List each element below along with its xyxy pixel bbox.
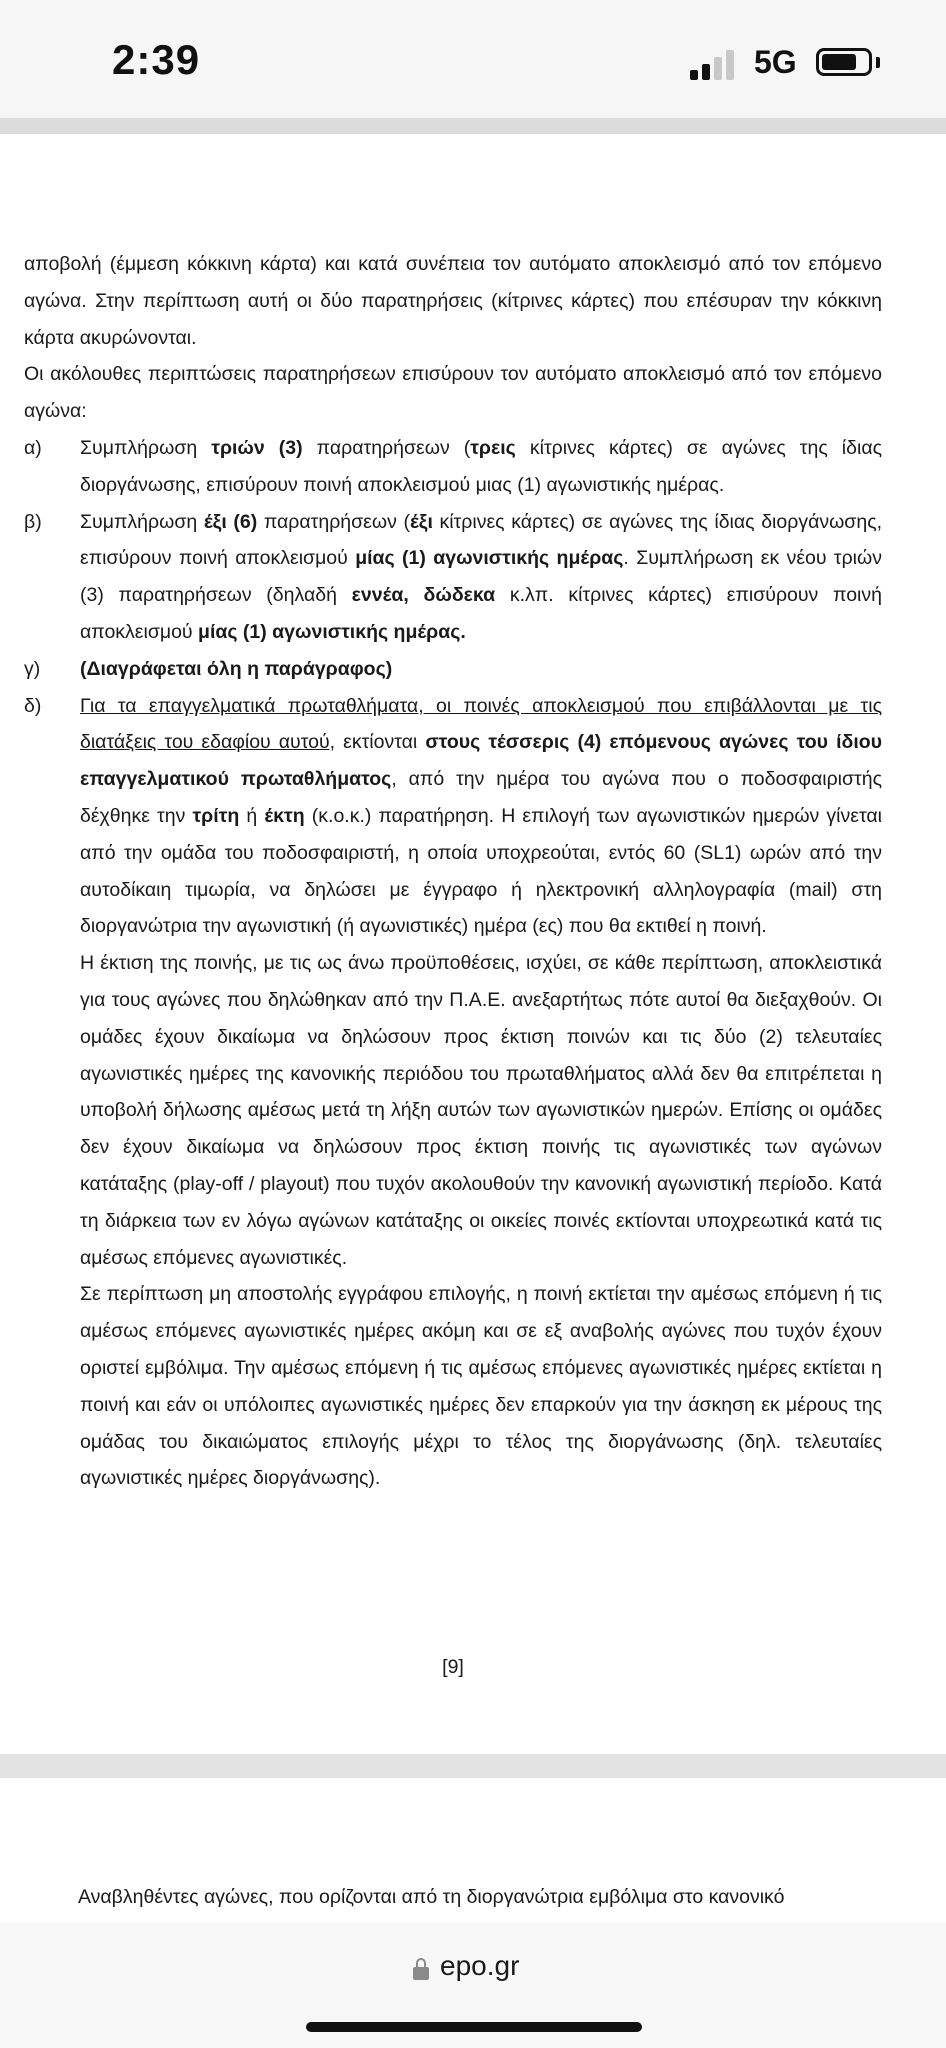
- paragraph: Αναβληθέντες αγώνες, που ορίζονται από τη διοργανώτρια εμβόλιμα στο κανονικό: [78, 1886, 785, 1908]
- home-indicator[interactable]: [306, 2022, 642, 2032]
- battery-tip: [876, 57, 880, 68]
- document-body: [24, 246, 882, 1497]
- battery-icon: [816, 48, 872, 76]
- paragraph: αποβολή (έμμεση κόκκινη κάρτα) και κατά συνέπεια τον αυτόματο αποκλεισμό από τον επόμενο αγώνα. Στην περίπτωση αυτή οι δύο παρατηρήσεις (κίτρινες κάρτες) που επέσυραν την κόκκινη κάρτα ακυρώνονται.: [24, 253, 882, 349]
- page-number: [9]: [442, 1656, 464, 1678]
- page-separator: [0, 1754, 946, 1778]
- item-text: (Διαγράφεται όλη η παράγραφος): [80, 657, 393, 680]
- paragraph: Οι ακόλουθες περιπτώσεις παρατηρήσεων επισύρουν τον αυτόματο αποκλεισμό από τον επόμενο αγώνα:: [24, 363, 882, 423]
- page-separator: [0, 118, 946, 134]
- signal-icon: [690, 50, 740, 80]
- next-document-page[interactable]: [0, 1778, 946, 1918]
- document-page[interactable]: [0, 134, 946, 1754]
- item-text: Συμπλήρωση τριών (3) παρατηρήσεων (τρεις κίτρινες κάρτες) σε αγώνες της ίδιας διοργάνωσης, επισύρουν ποινή αποκλεισμού μιας (1) αγωνιστικής ημέρας.: [80, 436, 882, 496]
- item-mark: α): [24, 436, 42, 459]
- item-mark: β): [24, 510, 42, 533]
- status-time: 2:39: [112, 36, 201, 83]
- item-text: Για τα επαγγελματικά πρωταθλήματα, οι ποινές αποκλεισμού που επιβάλλονται με τις διατάξεις του εδαφίου αυτού, εκτίονται στους τέσσερις (4) επόμενους αγώνες του ίδιου επαγγελματικού πρωταθλήματος, από την ημέρα του αγώνα που ο ποδοσφαιριστής δέχθηκε την τρίτη ή έκτη (κ.ο.κ.) παρατήρηση. Η επιλογή των αγωνιστικών ημερών γίνεται από την ομάδα του ποδοσφαιριστή, η οποία υποχρεούται, εντός 60 (SL1) ωρών από την αυτοδίκαιη τιμωρία, να δηλώσει με έγγραφο ή ηλεκτρονική αλληλογραφία (mail) στη διοργανώτρια την αγωνιστική (ή αγωνιστικές) ημέρα (ες) που θα εκτιθεί η ποινή.: [80, 694, 882, 938]
- url-text[interactable]: epo.gr: [440, 1950, 520, 1981]
- network-type: 5G: [754, 44, 797, 80]
- list-item-a: [24, 430, 882, 504]
- list-item-b: [24, 504, 882, 651]
- item-text: Συμπλήρωση έξι (6) παρατηρήσεων (έξι κίτρινες κάρτες) σε αγώνες της ίδιας διοργάνωσης, επισύρουν ποινή αποκλεισμού μίας (1) αγωνιστικής ημέρας. Συμπλήρωση εκ νέου τριών (3) παρατηρήσεων (δηλαδή εννέα, δώδεκα κ.λπ. κίτρινες κάρτες) επισύρουν ποινή αποκλεισμού μίας (1) αγωνιστικής ημέρας.: [80, 510, 883, 643]
- status-bar: [0, 0, 946, 128]
- list-item-c: [24, 651, 882, 688]
- lock-icon: [413, 1958, 429, 1980]
- item-mark: γ): [24, 657, 41, 680]
- list-item-d: [24, 688, 882, 946]
- item-mark: δ): [24, 694, 42, 717]
- paragraph: Σε περίπτωση μη αποστολής εγγράφου επιλογής, η ποινή εκτίεται την αμέσως επόμενη ή τις αμέσως επόμενες αγωνιστικές ημέρες ακόμη και σε εξ αναβολής αγώνες που τυχόν έχουν οριστεί εμβόλιμα. Την αμέσως επόμενη ή τις αμέσως επόμενες αγωνιστικές ημέρες εκτίεται η ποινή και εάν οι υπόλοιπες αγωνιστικές ημέρες δεν επαρκούν για την άσκηση εκ μέρους της ομάδας του δικαιώματος επιλογής μέχρι το τέλος της διοργάνωσης (δηλ. τελευταίες αγωνιστικές ημέρες διοργάνωσης).: [80, 1283, 882, 1490]
- paragraph: Η έκτιση της ποινής, με τις ως άνω προϋποθέσεις, ισχύει, σε κάθε περίπτωση, αποκλειστικά για τους αγώνες που δηλώθηκαν από την Π.Α.Ε. ανεξαρτήτως πότε αυτοί θα διεξαχθούν. Οι ομάδες έχουν δικαίωμα να δηλώσουν προς έκτιση ποινών και τις δύο (2) τελευταίες αγωνιστικές ημέρες της κανονικής περιόδου του πρωταθλήματος αλλά δεν θα επιτρέπεται η υποβολή δήλωσης αμέσως μετά τη λήξη αυτών των αγωνιστικών ημερών. Επίσης οι ομάδες δεν έχουν δικαίωμα να δηλώσουν προς έκτιση ποινής τις αγωνιστικές των αγώνων κατάταξης (play-off / playout) που τυχόν ακολουθούν την κανονική αγωνιστική περίοδο. Κατά τη διάρκεια των εν λόγω αγώνων κατάταξης οι οικείες ποινές εκτίονται υποχρεωτικά κατά τις αμέσως επόμενες αγωνιστικές.: [80, 952, 882, 1269]
- address-bar[interactable]: [0, 1922, 946, 2048]
